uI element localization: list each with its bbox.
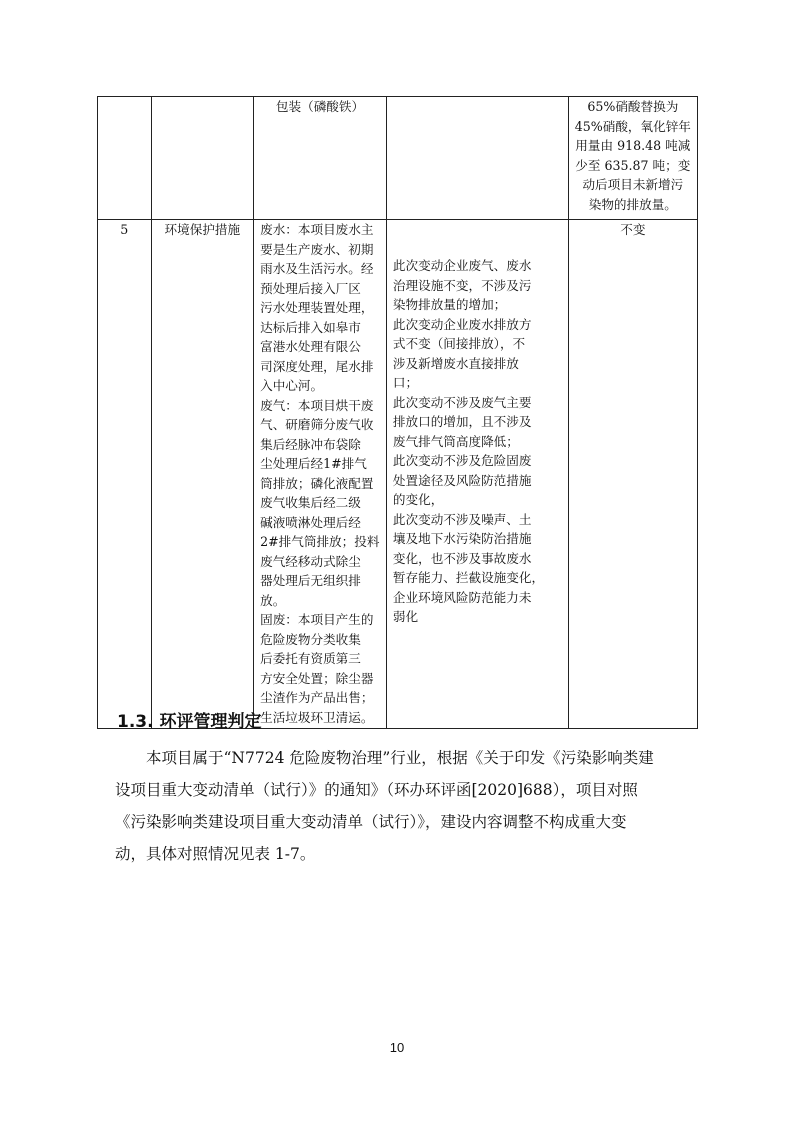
text-line: 器处理后无组织排	[260, 573, 361, 588]
text-line: 排放口的增加，且不涉及	[392, 414, 532, 429]
cell-num: 5	[98, 220, 152, 729]
text-line: 45%硝酸，氧化锌年	[574, 118, 691, 134]
text-line: 壤及地下水污染防治措施	[392, 531, 532, 546]
text-line: 此次变动不涉及噪声、土	[392, 511, 532, 527]
text-line: 废气收集后经二级	[260, 495, 361, 510]
text-line: 处置途径及风险防范措施	[392, 472, 532, 488]
cell-change	[386, 97, 568, 220]
cell-change	[386, 220, 568, 729]
text-line: 富港水处理有限公	[260, 339, 361, 354]
text-line: 尘处理后经1#排气	[260, 456, 367, 471]
text-line: 此次变动企业废气、废水	[392, 258, 532, 273]
text-line: 涉及新增废水直接排放	[392, 355, 519, 371]
text-line: 暂存能力、拦截设施变化，	[392, 570, 545, 585]
cell-original	[254, 97, 387, 220]
text-line: 尘渣作为产品出售；	[260, 690, 374, 705]
text-line: 固废：本项目产生的	[260, 612, 374, 627]
section-paragraph	[115, 742, 697, 870]
text-line: 司深度处理，尾水排	[260, 358, 374, 374]
text-line: 此次变动企业废水排放方	[392, 316, 532, 332]
text-line: 式不变（间接排放），不	[392, 336, 526, 351]
text-line: 放。	[260, 592, 286, 608]
text-line: 入中心河。	[260, 378, 324, 393]
text-line: 设项目重大变动清单（试行）》的通知》（环办环评函[2020]688），项目对照	[115, 781, 638, 799]
text-line: 要是生产废水、初期	[260, 241, 374, 257]
text-line: 集后经脉冲布袋除	[260, 436, 361, 452]
text-line: 污水处理装置处理，	[260, 300, 374, 315]
text-line: 变化，也不涉及事故废水	[392, 550, 532, 566]
cell-original	[254, 220, 387, 729]
text-line: 预处理后接入厂区	[260, 280, 361, 296]
text-line: 企业环境风险防范能力未	[392, 589, 532, 605]
text-line: 口；	[392, 375, 419, 390]
text-line: 此次变动不涉及废气主要	[392, 394, 532, 410]
text-line: 雨水及生活污水。经	[260, 261, 374, 276]
table-row	[98, 97, 698, 220]
text-line: 弱化	[392, 609, 419, 624]
text-line: 生活垃圾环卫清运。	[260, 709, 374, 725]
cell-num	[98, 97, 152, 220]
text-line: 动，具体对照情况见表 1-7。	[115, 845, 316, 863]
text-line: 包装（磷酸铁）	[275, 99, 365, 114]
text-line: 碱液喷淋处理后经	[260, 514, 361, 530]
text-line: 此次变动不涉及危险固废	[392, 453, 532, 468]
text-line: 的变化，	[392, 492, 444, 507]
section-heading: 1.3. 环评管理判定	[117, 712, 262, 732]
text-line: 气、研磨筛分废气收	[260, 417, 374, 432]
text-line: 2#排气筒排放；投料	[260, 534, 380, 549]
text-line: 废水：本项目废水主	[260, 222, 374, 237]
text-line: 65%硝酸替换为	[587, 99, 679, 114]
cell-category: 环境保护措施	[151, 220, 254, 729]
text-line: 染物排放量的增加；	[392, 297, 507, 312]
text-line: 动后项目未新增污	[582, 177, 684, 192]
text-line: 危险废物分类收集	[260, 631, 361, 647]
text-line: 方安全处置；除尘器	[260, 670, 374, 686]
text-line: 用量由 918.48 吨减	[575, 138, 691, 153]
table-row	[98, 220, 698, 729]
text-line: 少至 635.87 吨；变	[575, 157, 691, 173]
text-line: 染物的排放量。	[588, 196, 677, 212]
text-line: 废气经移动式除尘	[260, 553, 361, 569]
cell-result	[568, 97, 697, 220]
text-line: 筒排放；磷化液配置	[260, 475, 374, 491]
text-line: 本项目属于“N7724 危险废物治理”行业，根据《关于印发《污染影响类建	[115, 749, 654, 767]
text-line: 治理设施不变，不涉及污	[392, 277, 532, 293]
page-number: 10	[389, 1040, 405, 1055]
cell-category	[151, 97, 254, 220]
text-line: 后委托有资质第三	[260, 651, 361, 666]
cell-result: 不变	[568, 220, 697, 729]
text-line: 废气：本项目烘干废	[260, 397, 374, 413]
change-comparison-table	[97, 96, 698, 729]
text-line: 废气排气筒高度降低；	[392, 433, 519, 449]
text-line: 达标后排入如皋市	[260, 319, 361, 335]
text-line: 《污染影响类建设项目重大变动清单（试行）》，建设内容调整不构成重大变	[115, 813, 627, 831]
